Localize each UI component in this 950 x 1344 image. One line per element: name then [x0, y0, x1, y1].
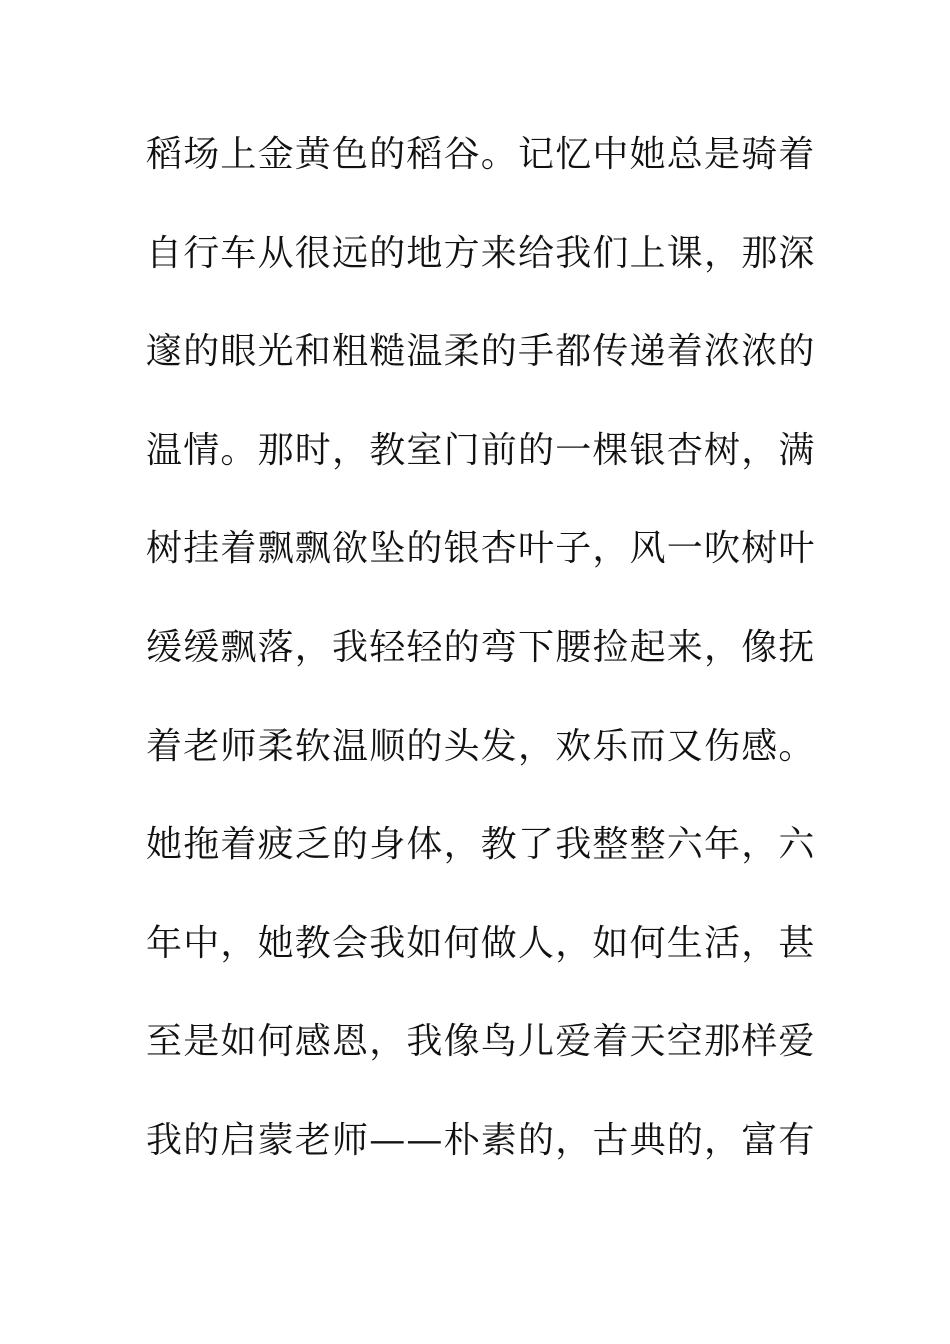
text-line: 我的启蒙老师——朴素的，古典的，富有	[146, 1119, 816, 1161]
text-line: 至是如何感恩，我像鸟儿爱着天空那样爱	[146, 1021, 816, 1063]
text-line: 她拖着疲乏的身体，教了我整整六年，六	[146, 824, 816, 866]
text-line: 缓缓飘落，我轻轻的弯下腰捡起来，像抚	[146, 626, 816, 668]
body-text	[146, 126, 816, 1211]
text-line: 着老师柔软温顺的头发，欢乐而又伤感。	[146, 725, 816, 767]
text-line: 自行车从很远的地方来给我们上课，那深	[146, 232, 816, 274]
text-line: 邃的眼光和粗糙温柔的手都传递着浓浓的	[146, 331, 816, 373]
text-line: 年中，她教会我如何做人，如何生活，甚	[146, 922, 816, 964]
text-line: 温情。那时，教室门前的一棵银杏树，满	[146, 429, 816, 471]
text-line: 树挂着飘飘欲坠的银杏叶子，风一吹树叶	[146, 528, 816, 570]
text-line: 稻场上金黄色的稻谷。记忆中她总是骑着	[146, 134, 816, 175]
